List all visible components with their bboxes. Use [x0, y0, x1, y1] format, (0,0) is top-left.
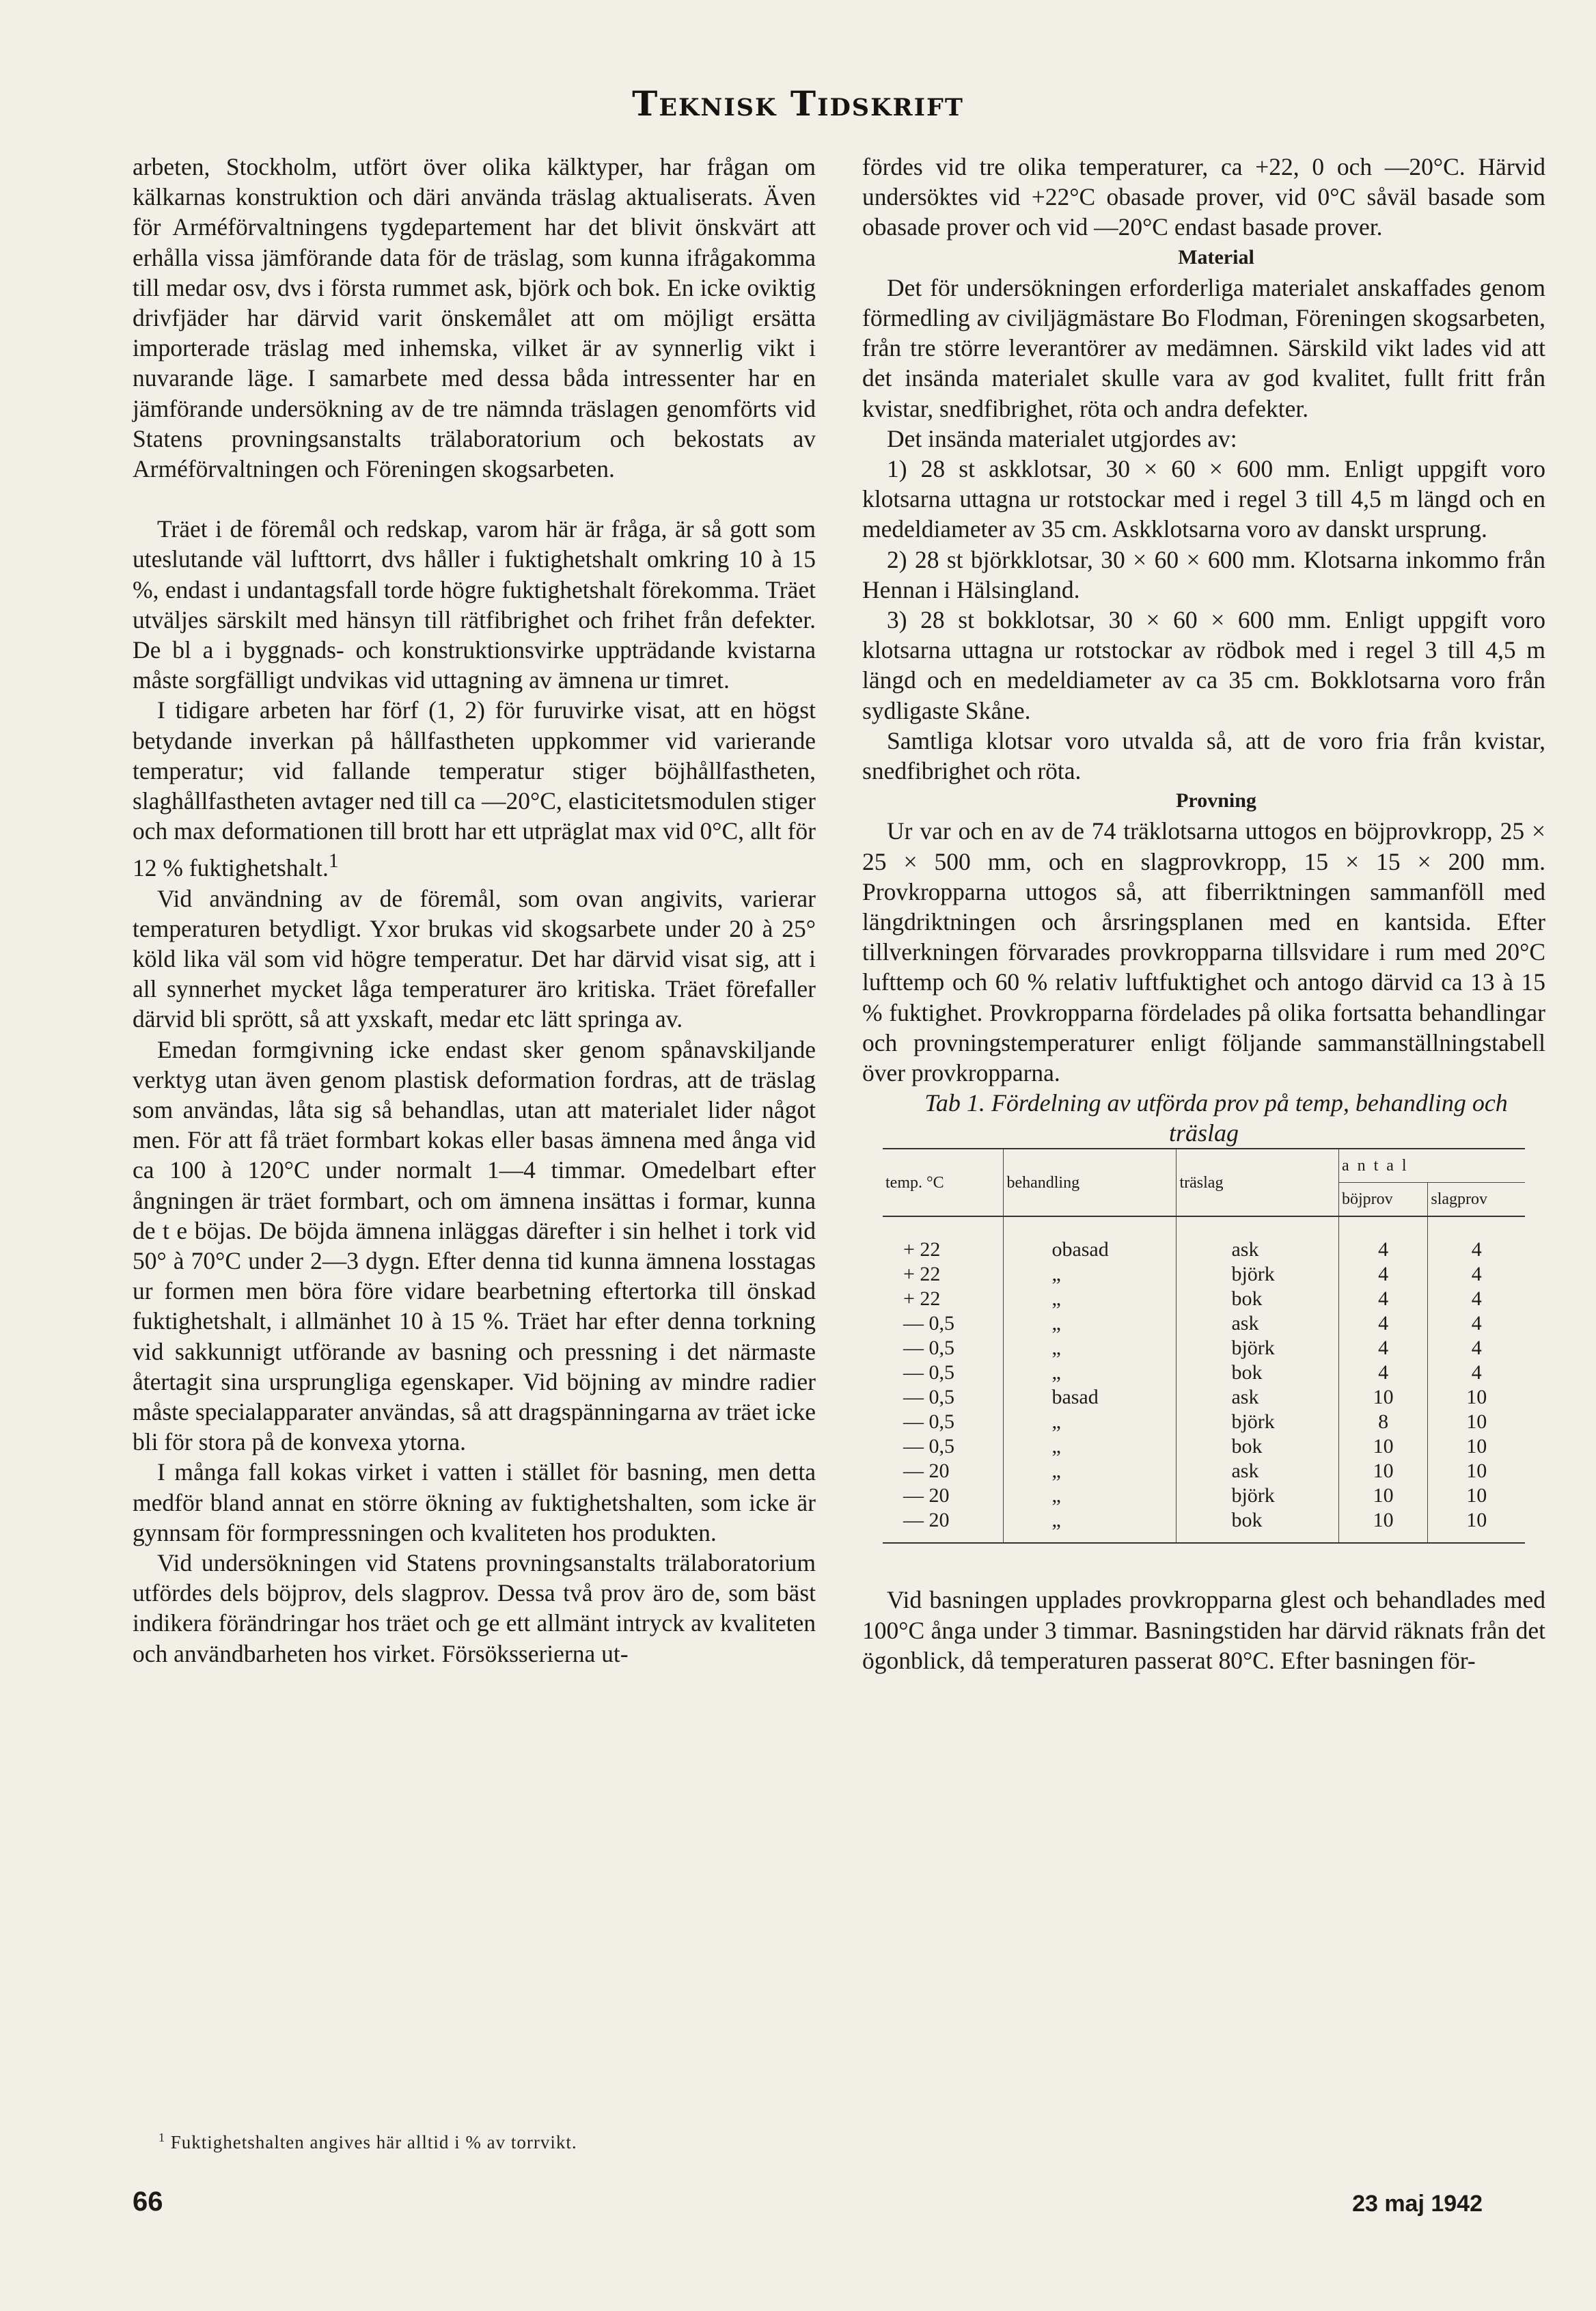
bojprov-cell: 4 [1338, 1287, 1427, 1311]
table-row [883, 1483, 1525, 1508]
bojprov-cell: 10 [1338, 1483, 1427, 1508]
temp-cell: — 20 [883, 1483, 1004, 1508]
temp-cell: — 0,5 [883, 1410, 1004, 1434]
traslag-cell: bok [1177, 1287, 1338, 1311]
slagprov-cell: 10 [1466, 1386, 1487, 1409]
bojprov-cell: 4 [1338, 1360, 1427, 1385]
slagprov-cell: 4 [1471, 1361, 1482, 1384]
slagprov-cell: 4 [1471, 1312, 1482, 1335]
slagprov-cell: 4 [1471, 1238, 1482, 1261]
behandling-cell: „ [1004, 1262, 1177, 1287]
table-row [883, 1287, 1525, 1311]
slagprov-cell: 10 [1466, 1410, 1487, 1434]
slagprov-cell: 4 [1471, 1337, 1482, 1360]
behandling-cell: „ [1004, 1410, 1177, 1434]
footnote-mark: 1 [159, 2131, 165, 2144]
slagprov-cell: 10 [1466, 1460, 1487, 1483]
column-header-temp: temp. °C [883, 1149, 1004, 1216]
temp-cell: — 20 [883, 1508, 1004, 1543]
traslag-cell: björk [1177, 1410, 1338, 1434]
behandling-cell: „ [1004, 1311, 1177, 1336]
temp-cell: — 0,5 [883, 1434, 1004, 1459]
temp-cell: — 0,5 [883, 1385, 1004, 1410]
traslag-cell: ask [1177, 1459, 1338, 1483]
slagprov-cell: 10 [1466, 1435, 1487, 1458]
right-column [862, 152, 1545, 1676]
traslag-cell: björk [1177, 1262, 1338, 1287]
column-header-behandling: behandling [1004, 1149, 1177, 1216]
slagprov-cell: 10 [1428, 1508, 1525, 1543]
table-caption: Tab 1. Fördelning av utförda prov på temp, behandling och träslag [924, 1089, 1508, 1147]
paragraph: Ur var och en av de 74 träklotsarna uttogos en böjprovkropp, 25 × 25 × 500 mm, och en slagprovkropp, 15 × 15 × 200 mm. Provkropparna uttogos så, att fiberriktningen sammanföll med längdriktningen och årsringsplanen med en kantsida. Efter tillverkningen förvarades provkropparna tillsvidare i rum med 20°C lufttemp och 60 % relativ luftfuktighet och antogo därvid ca 13 à 15 % fuktighet. Provkropparna fördelades på olika fortsatta behandlingar och provningstemperaturer enligt följande sammanställningstabell över provkropparna. [862, 817, 1545, 1087]
paragraph: Vid basningen upplades provkropparna glest och behandlades med 100°C ånga under 3 timmar. Basningstiden har därvid räknats från det ögonblick, då temperaturen passerat 80°C. Efter basningen för- [862, 1586, 1545, 1674]
paragraph: Emedan formgivning icke endast sker genom spånavskiljande verktyg utan även genom plastisk deformation fordras, att de träslag som användas, låta sig så behandlas, utan att materialet lider något men. För att få träet formbart kokas eller basas ämnena med ånga vid ca 100 à 120°C under normalt 1—4 timmar. Omedelbart efter ångningen är träet formbart, och om ämnena insättas i formar, kunna de t e böjas. De böjda ämnena inläggas därefter i sin helhet i tork vid 50° à 70°C under 2—3 dygn. Efter denna tid kunna ämnena losstagas ur formen men böra före vidare bearbetning eftertorka till önskad fuktighetshalt, i allmänhet 10 à 15 %. Träet har efter denna torkning vid sakkunnigt utförande av basning och pressning i det närmaste återtagit sina ursprungliga egenskaper. Vid böjning av mindre radier måste specialapparater användas, så att dragspänningarna av träet icke bli för stora på de konvexa ytorna. [133, 1035, 816, 1456]
table-row [883, 1459, 1525, 1483]
behandling-cell: basad [1004, 1385, 1177, 1410]
paragraph: Vid undersökningen vid Statens provningsanstalts trälaboratorium utfördes dels böjprov, dels slagprov. Dessa två prov äro de, som bäst indikera förändringar hos träet och ge ett allmänt intryck av kvaliteten och användbarheten hos virket. Försöksserierna ut- [133, 1548, 816, 1667]
table-row [883, 1311, 1525, 1336]
traslag-cell: björk [1177, 1336, 1338, 1360]
traslag-cell: ask [1177, 1216, 1338, 1262]
issue-date: 23 maj 1942 [1352, 2191, 1483, 2217]
traslag-cell: ask [1177, 1385, 1338, 1410]
bojprov-cell: 10 [1338, 1459, 1427, 1483]
section-heading-material: Material [1178, 245, 1254, 269]
slagprov-cell: 4 [1471, 1263, 1482, 1286]
table-row [883, 1434, 1525, 1459]
left-column [133, 152, 816, 1669]
bojprov-cell: 4 [1338, 1311, 1427, 1336]
behandling-cell: „ [1004, 1459, 1177, 1483]
paragraph: I många fall kokas virket i vatten i stället för basning, men detta medför bland annat en större ökning av fuktighetshalten, som icke är gynnsam för formpressningen och kvaliteten hos produkten. [133, 1458, 816, 1546]
bojprov-cell: 10 [1338, 1508, 1427, 1543]
traslag-cell: björk [1177, 1483, 1338, 1508]
paragraph: I tidigare arbeten har förf (1, 2) för furuvirke visat, att en högst betydande inverkan på hållfastheten uppkommer vid varierande temperatur; vid fallande temperatur stiger böjhållfastheten, slaghållfastheten avtager ned till ca —20°C, elasticitetsmodulen stiger och max deformationen till brott har ett utpräglat max vid 0°C, allt för 12 % fuktighetshalt.$^1$ [133, 696, 816, 882]
bojprov-cell: 4 [1338, 1262, 1427, 1287]
bojprov-cell: 8 [1338, 1410, 1427, 1434]
behandling-cell: „ [1004, 1508, 1177, 1543]
table-body [883, 1216, 1525, 1543]
table-row [883, 1385, 1525, 1410]
temp-cell: + 22 [883, 1216, 1004, 1262]
bojprov-cell: 4 [1338, 1336, 1427, 1360]
bojprov-cell: 4 [1338, 1216, 1427, 1262]
list-item: 3) 28 st bokklotsar, 30 × 60 × 600 mm. Enligt uppgift voro klotsarna uttagna ur rotstockar av rödbok med i regel 3 till 4,5 m längd och en medeldiameter av ca 35 cm. Bokklotsarna voro från sydligaste Skåne. [862, 606, 1545, 724]
slagprov-cell: 10 [1466, 1484, 1487, 1507]
temp-cell: — 0,5 [883, 1311, 1004, 1336]
paragraph: Det insända materialet utgjordes av: [887, 424, 1237, 452]
temp-cell: + 22 [883, 1287, 1004, 1311]
traslag-cell: ask [1177, 1311, 1338, 1336]
column-header-traslag: träslag [1177, 1149, 1338, 1216]
paragraph: Vid användning av de föremål, som ovan angivits, varierar temperaturen betydligt. Yxor brukas vid skogsarbete under 20 à 25° köld lika väl som vid högre temperatur. Det har därvid visat sig, att i all synnerhet mycket låga temperaturer äro kritiska. Träet förefaller därvid bli sprött, så att yxskaft, medar etc lätt springa av. [133, 884, 816, 1033]
temp-cell: — 20 [883, 1459, 1004, 1483]
footnote [159, 2131, 577, 2153]
behandling-cell: „ [1004, 1360, 1177, 1385]
journal-masthead: Teknisk Tidskrift [632, 83, 964, 124]
paragraph: Det för undersökningen erforderliga materialet anskaffades genom förmedling av civiljägmästare Bo Flodman, Föreningen skogsarbeten, från tre större leverantörer av medämnen. Särskild vikt lades vid att det insända materialet skulle vara av god kvalitet, fullt fritt från kvistar, snedfibrighet, röta och andra defekter. [862, 273, 1545, 422]
paragraph: arbeten, Stockholm, utfört över olika kälktyper, har frågan om kälkarnas konstruktion och däri använda träslag aktualiserats. Även för Arméförvaltningens tygdepartement har det blivit önskvärt att erhålla vissa jämförande data för de träslag, som kunna ifrågakomma till medar osv, dvs i första rummet ask, björk och bok. En icke oviktig drivfjäder har därvid varit önskemålet att om möjligt ersätta importerade träslag med inhemska, vilket är av synnerlig vikt i nuvarande läge. I samarbete med dessa båda intressenter har en jämförande undersökning av de tre nämnda träslagen genomförts vid Statens provningsanstalts trälaboratorium och bekostats av Arméförvaltningen och Föreningen skogsarbeten. [133, 153, 816, 483]
section-heading-provning: Provning [1176, 789, 1256, 812]
table-row [883, 1336, 1525, 1360]
column-header-slagprov: slagprov [1428, 1183, 1525, 1217]
paragraph: Samtliga klotsar voro utvalda så, att de voro fria från kvistar, snedfibrighet och röta. [862, 726, 1545, 785]
table-row [883, 1262, 1525, 1287]
footnote-text: Fuktighetshalten angives här alltid i % av torrvikt. [170, 2132, 577, 2152]
column-header-bojprov: böjprov [1338, 1183, 1427, 1217]
page-number: 66 [133, 2187, 163, 2217]
behandling-cell: „ [1004, 1336, 1177, 1360]
behandling-cell: obasad [1004, 1216, 1177, 1262]
bojprov-cell: 10 [1338, 1385, 1427, 1410]
table-row [883, 1410, 1525, 1434]
bojprov-cell: 10 [1338, 1434, 1427, 1459]
paragraph: Träet i de föremål och redskap, varom här är fråga, är så gott som uteslutande väl lufttorrt, dvs håller i fuktighetshalt omkring 10 à 15 %, endast i undantagsfall torde högre fuktighetshalt förekomma. Träet utväljes särskilt med hänsyn till rätfibrighet och frihet från defekter. De bl a i byggnads- och konstruktionsvirke uppträdande kvistarna måste sorgfälligt undvikas vid uttagning av ämnena ur timret. [133, 515, 816, 694]
column-header-antal: antal [1338, 1149, 1525, 1183]
slagprov-cell: 4 [1471, 1287, 1482, 1311]
traslag-cell: bok [1177, 1360, 1338, 1385]
table-row [883, 1360, 1525, 1385]
behandling-cell: „ [1004, 1434, 1177, 1459]
list-item: 1) 28 st askklotsar, 30 × 60 × 600 mm. Enligt uppgift voro klotsarna uttagna ur rotstockar med i regel 3 till 4,5 m längd och en medeldiameter av 35 cm. Askklotsarna voro av danskt ursprung. [862, 455, 1545, 543]
table-row [883, 1508, 1525, 1543]
table-row [883, 1216, 1525, 1262]
traslag-cell: bok [1177, 1434, 1338, 1459]
footnote-reference: 1 [328, 850, 339, 873]
distribution-table [883, 1148, 1525, 1544]
list-item: 2) 28 st björkklotsar, 30 × 60 × 600 mm. Klotsarna inkommo från Hennan i Hälsingland. [862, 545, 1545, 603]
temp-cell: + 22 [883, 1262, 1004, 1287]
paragraph: fördes vid tre olika temperaturer, ca +22, 0 och —20°C. Härvid undersöktes vid +22°C obasade prover, vid 0°C såväl basade som obasade prover och vid —20°C endast basade prover. [862, 153, 1545, 241]
temp-cell: — 0,5 [883, 1360, 1004, 1385]
temp-cell: — 0,5 [883, 1336, 1004, 1360]
behandling-cell: „ [1004, 1483, 1177, 1508]
behandling-cell: „ [1004, 1287, 1177, 1311]
traslag-cell: bok [1177, 1508, 1338, 1543]
